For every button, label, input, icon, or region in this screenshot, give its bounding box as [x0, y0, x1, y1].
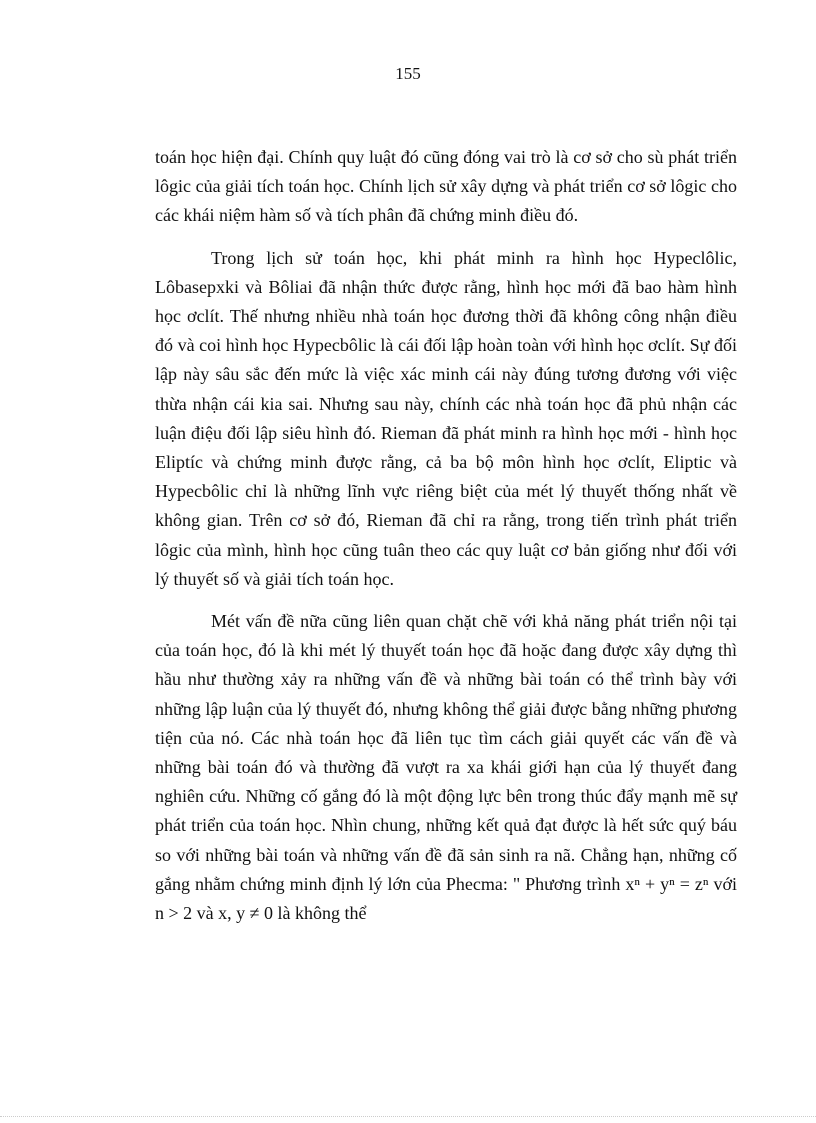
paragraph-non-euclidean-geometry: Trong lịch sử toán học, khi phát minh ra hình học Hypeclôlic, Lôbasepxki và Bôliai đã nhận thức được rằng, hình học mới đã bao hàm hình học ơclít. Thế nhưng nhiều nhà toán học đương thời đã không công nhận điều đó và coi hình học Hypecbôlic là cái đối lập hoàn toàn với hình học ơclít. Sự đối lập này sâu sắc đến mức là việc xác minh cái này đúng tương đương với việc thừa nhận cái kia sai. Nhưng sau này, chính các nhà toán học đã phủ nhận các luận điệu đối lập siêu hình đó. Rieman đã phát minh ra hình học mới - hình học Eliptíc và chứng minh được rằng, cả ba bộ môn hình học ơclít, Eliptic và Hypecbôlic chỉ là những lĩnh vực riêng biệt của mét lý thuyết thống nhất về không gian. Trên cơ sở đó, Rieman đã chỉ ra rằng, trong tiến trình phát triển lôgic của mình, hình học cũng tuân theo các quy luật cơ bản giống như đối với lý thuyết số và giải tích toán học.	[155, 247, 737, 589]
paragraph-internal-development: Mét vấn đề nữa cũng liên quan chặt chẽ với khả năng phát triển nội tại của toán học, đó là khi mét lý thuyết toán học đã hoặc đang được xây dựng thì hầu như thường xảy ra những vấn đề và những bài toán có thể trình bày với những lập luận của lý thuyết đó, nhưng không thể giải được bằng những phương tiện của nó. Các nhà toán học đã liên tục tìm cách giải quyết các vấn đề và những bài toán đó và thường đã vượt ra xa khái giới hạn của lý thuyết đang nghiên cứu. Những cố gắng đó là một động lực bên trong thúc đẩy mạnh mẽ sự phát triển của toán học. Nhìn chung, những kết quả đạt được là hết sức quý báu so với những bài toán và những vấn đề đã sản sinh ra nã. Chẳng hạn, những cố gắng nhằm chứng minh định lý lớn của Phecma: " Phương trình xⁿ + yⁿ = zⁿ với n > 2 và x, y ≠ 0 là không thể	[155, 611, 737, 924]
page-number: 155	[395, 64, 421, 83]
body-text	[155, 143, 737, 928]
page-bottom-edge	[0, 1116, 816, 1117]
paragraph-continuation: toán học hiện đại. Chính quy luật đó cũng đóng vai trò là cơ sở cho sù phát triển lôgic của giải tích toán học. Chính lịch sử xây dựng và phát triển cơ sở lôgic cho các khái niệm hàm số và tích phân đã chứng minh điều đó.	[155, 147, 737, 226]
